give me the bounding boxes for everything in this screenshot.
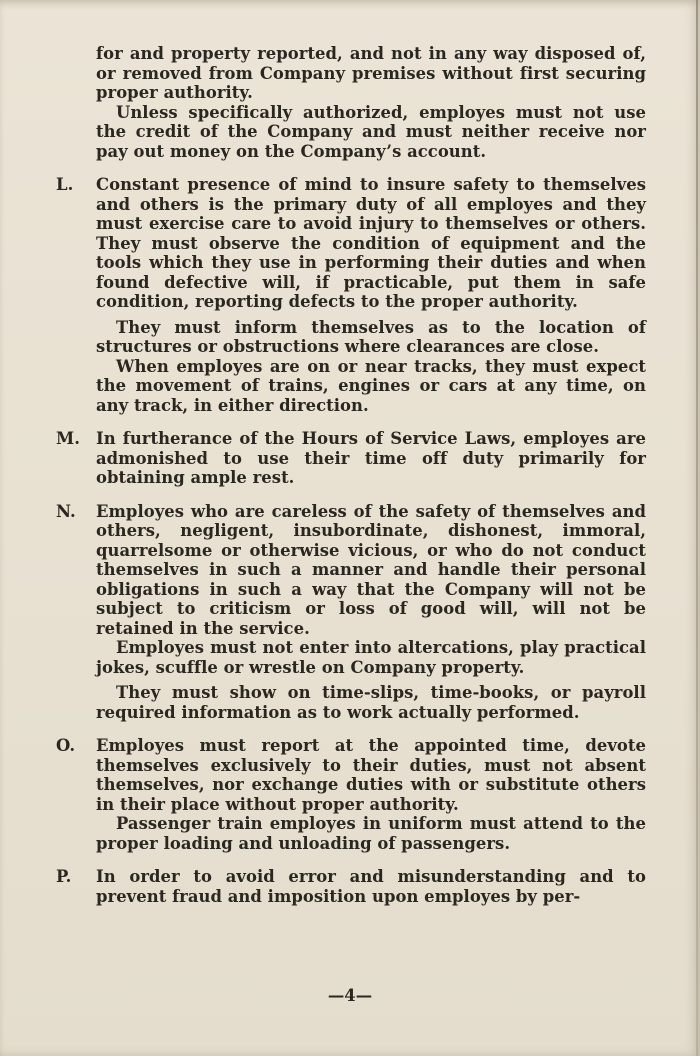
rule-n-paragraph-3: They must show on time-slips, time-books, or payroll required information as to work actually performed. (96, 683, 646, 722)
rule-n (56, 502, 646, 723)
rule-p-paragraph-1: In order to avoid error and misunderstanding and to prevent fraud and imposition upon employes by per- (96, 867, 646, 906)
rule-l (56, 175, 646, 415)
rule-m-label: M. (56, 429, 80, 448)
rule-l-paragraph-2: They must inform themselves as to the location of structures or obstructions where clearances are close. (96, 317, 646, 356)
rule-n-paragraph-2: Employes must not enter into altercations, play practical jokes, scuffle or wrestle on Company property. (96, 638, 646, 677)
rule-m-paragraph-1: In furtherance of the Hours of Service Laws, employes are admonished to use their time off duty primarily for obtaining ample rest. (96, 429, 646, 487)
rule-n-paragraph-1: Employes who are careless of the safety of themselves and others, negligent, insubordinate, dishonest, immoral, quarrelsome or otherwise vicious, or who do not conduct themselves in such a manner and handle their personal obligations in such a way that the Company will not be subject to criticism or loss of good will, will not be retained in the service. (96, 501, 646, 638)
rule-o-label: O. (56, 736, 76, 755)
continued-paragraph: for and property reported, and not in any way disposed of, or removed from Company premises without first securing proper authority. (96, 44, 646, 102)
rule-o (56, 736, 646, 853)
page-edge (696, 0, 698, 1056)
rule-l-paragraph-3: When employes are on or near tracks, they must expect the movement of trains, engines or cars at any time, on any track, in either direction. (96, 356, 646, 415)
rule-l-label: L. (56, 175, 74, 194)
rule-o-paragraph-1: Employes must report at the appointed time, devote themselves exclusively to their duties, must not absent themselves, nor exchange duties with or substitute others in their place without proper authority. (96, 736, 646, 814)
rule-o-paragraph-2: Passenger train employes in uniform must attend to the proper loading and unloading of passengers. (96, 814, 646, 853)
page-number: —4— (327, 986, 373, 1005)
rule-p-label: P. (56, 867, 72, 886)
rule-p (56, 867, 646, 906)
rules-text (56, 44, 646, 906)
rule-n-label: N. (56, 501, 76, 521)
credit-paragraph: Unless specifically authorized, employes must not use the credit of the Company and must neither receive nor pay out money on the Company’s account. (96, 102, 646, 161)
rule-l-paragraph-1: Constant presence of mind to insure safety to themselves and others is the primary duty of all employes and they must exercise care to avoid injury to themselves or others. They must observe the condition of equipment and the tools which they use in performing their duties and when found defective will, if practicable, put them in safe condition, reporting defects to the proper authority. (96, 175, 646, 311)
rule-m (56, 429, 646, 488)
